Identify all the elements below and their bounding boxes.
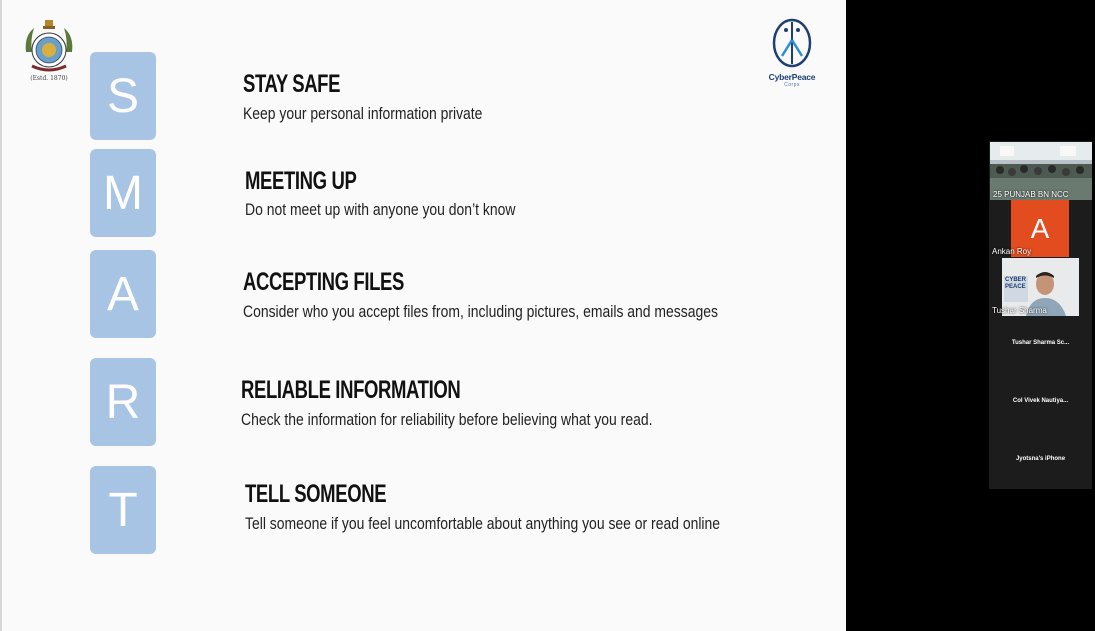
participants-panel bbox=[989, 141, 1092, 489]
rule-desc-accepting-files: Consider who you accept files from, including pictures, emails and messages bbox=[243, 302, 718, 321]
rule-title-meeting-up: MEETING UP bbox=[245, 167, 357, 195]
emblem-caption: (Estd. 1870) bbox=[30, 75, 68, 82]
rule-title-stay-safe: STAY SAFE bbox=[243, 70, 341, 98]
letter-box-s: S bbox=[90, 52, 156, 140]
screen-banner: CYBER PEACE bbox=[1004, 276, 1028, 302]
participant-tile-tushar-sharma-screen[interactable]: Tushar Sharma Sc... bbox=[1011, 340, 1070, 346]
rule-desc-meeting-up: Do not meet up with anyone you don’t know bbox=[245, 200, 516, 219]
participant-tile-col-vivek[interactable]: Col Vivek Nautiya... bbox=[1012, 398, 1069, 404]
participant-tile-jyotsna-iphone[interactable]: Jyotsna's iPhone bbox=[1015, 456, 1066, 462]
cyberpeace-icon bbox=[762, 16, 822, 70]
participant-tile-25-punjab[interactable] bbox=[990, 142, 1092, 200]
rule-title-accepting-files: ACCEPTING FILES bbox=[243, 268, 404, 296]
logo-name: CyberPeace bbox=[768, 72, 816, 82]
letter-box-r: R bbox=[90, 358, 156, 446]
avatar: A bbox=[1011, 200, 1069, 257]
participant-name: Ankan Roy bbox=[992, 247, 1032, 256]
participant-tile-ankan-roy[interactable] bbox=[989, 200, 1092, 257]
participant-name: 25 PUNJAB BN NCC bbox=[993, 190, 1069, 199]
participant-name: Tushar Sharma bbox=[992, 306, 1047, 315]
rule-desc-stay-safe: Keep your personal information private bbox=[243, 104, 483, 123]
letter-box-t: T bbox=[90, 466, 156, 554]
rule-title-tell-someone: TELL SOMEONE bbox=[245, 480, 387, 508]
letter-box-m: M bbox=[90, 149, 156, 237]
cyberpeace-logo bbox=[762, 16, 822, 92]
participant-tile-tushar-sharma[interactable] bbox=[989, 258, 1092, 316]
rule-desc-reliable-information: Check the information for reliability before believing what you read. bbox=[241, 410, 653, 429]
rule-desc-tell-someone: Tell someone if you feel uncomfortable about anything you see or read online bbox=[245, 514, 721, 533]
letter-box-a: A bbox=[90, 250, 156, 338]
emblem-icon bbox=[22, 18, 76, 76]
emblem-logo bbox=[22, 18, 76, 84]
logo-subtitle: Corps bbox=[784, 82, 800, 88]
rule-title-reliable-information: RELIABLE INFORMATION bbox=[241, 376, 461, 404]
